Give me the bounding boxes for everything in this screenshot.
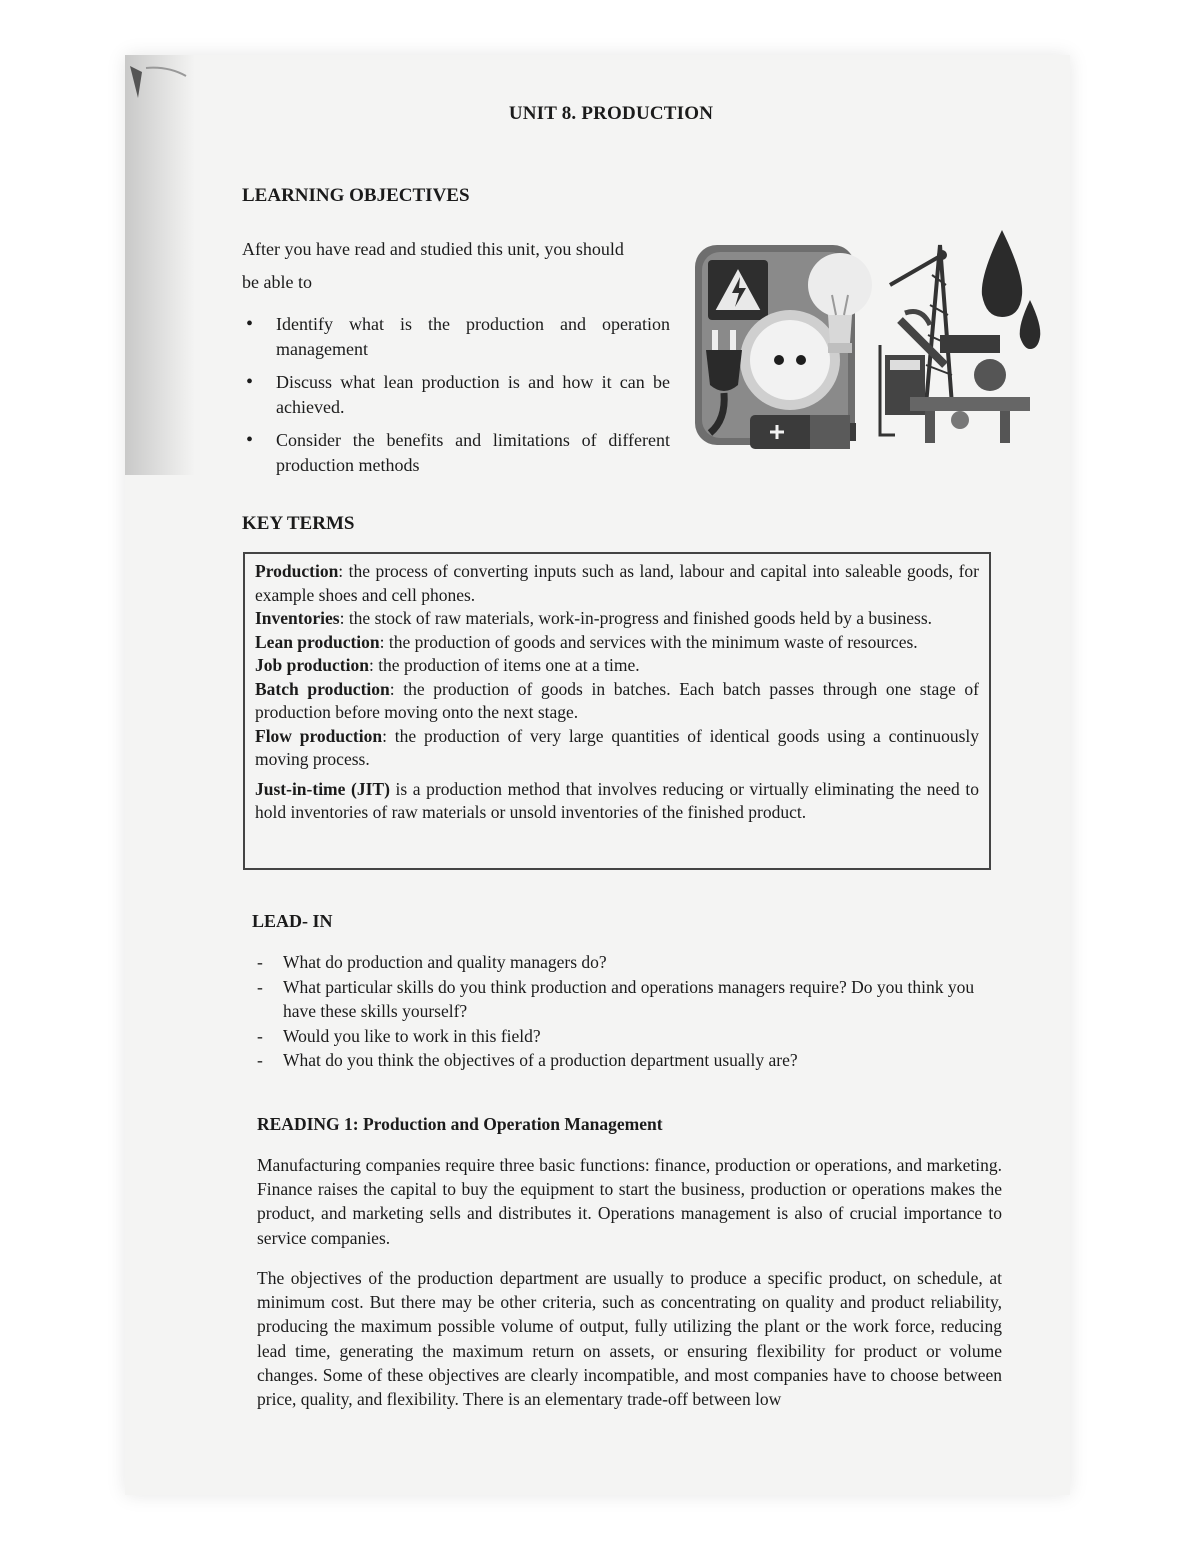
oil-pump-icon xyxy=(880,312,1030,444)
objective-item: • Discuss what lean production is and how it can be achieved. xyxy=(242,370,670,420)
key-term-definition: : the stock of raw materials, work-in-progress and finished goods held by a business. xyxy=(339,608,933,628)
industry-illustration xyxy=(690,225,1050,455)
key-term-item xyxy=(255,678,979,725)
lead-in-question: - What do production and quality managers do? xyxy=(255,950,995,975)
key-term: Batch production xyxy=(255,678,390,699)
key-term-item xyxy=(255,560,979,607)
reading-paragraph: Manufacturing companies require three basic functions: finance, production or operations, and marketing. Finance raises the capital to buy the equipment to start the business, production or operations makes the product, and marketing sells and distributes it. Operations management is also of crucial importance to service companies. xyxy=(257,1155,1002,1248)
key-terms-heading: KEY TERMS xyxy=(242,513,355,534)
unit-title: UNIT 8. PRODUCTION xyxy=(508,103,714,124)
key-term-definition: : the production of very large quantities of identical goods using a continuously moving process. xyxy=(255,725,979,769)
key-term-definition: : the process of converting inputs such as land, labour and capital into saleable goods, for example shoes and cell phones. xyxy=(255,561,979,605)
key-term: Just-in-time (JIT) xyxy=(255,778,390,799)
key-term-item xyxy=(255,631,979,655)
lead-in-question: - What do you think the objectives of a production department usually are? xyxy=(255,1048,995,1073)
objective-item: • Identify what is the production and operation management xyxy=(242,312,670,362)
key-term-item xyxy=(255,725,979,772)
lead-in-heading: LEAD- IN xyxy=(252,911,333,931)
key-term: Production xyxy=(255,561,339,581)
folded-corner-icon xyxy=(128,62,190,102)
reading-paragraph: The objectives of the production department are usually to produce a specific product, on schedule, at minimum cost. But there may be other criteria, such as concentrating on quality and product reliability, producing the maximum possible volume of output, fully utilizing the plant or the work force, reducing lead time, generating the maximum return on assets, or ensuring flexibility for product or volume changes. Some of these objectives are clearly incompatible, and most companies have to choose between price, quality, and flexibility. There is an elementary trade-off between low xyxy=(257,1268,1002,1410)
warning-sign-icon xyxy=(708,260,768,320)
key-term: Inventories xyxy=(255,608,340,628)
key-term-definition: : the production of items one at a time. xyxy=(368,655,640,675)
oil-drop-icon xyxy=(982,230,1040,349)
key-term-definition: : the production of goods in batches. Each batch passes through one stage of production before moving onto the next stage. xyxy=(255,678,979,722)
key-terms-box xyxy=(243,552,991,870)
socket-icon xyxy=(740,310,840,410)
lead-in-question: - Would you like to work in this field? xyxy=(255,1024,995,1049)
learning-objectives-heading: LEARNING OBJECTIVES xyxy=(242,185,470,206)
reading-title: READING 1: Production and Operation Management xyxy=(257,1114,663,1134)
objectives-intro-line2: be able to xyxy=(242,272,312,292)
key-term: Lean production xyxy=(255,631,380,652)
objective-item: • Consider the benefits and limitations of different production methods xyxy=(242,428,670,478)
key-term-item xyxy=(255,654,979,678)
objectives-intro-line1: After you have read and studied this unit, you should xyxy=(242,239,624,259)
key-term-item xyxy=(255,607,979,631)
key-term-definition: is a production method that involves reducing or virtually eliminating the need to hold inventories of raw materials or unsold inventories of the finished product. xyxy=(255,778,979,822)
key-term-definition: : the production of goods and services with the minimum waste of resources. xyxy=(379,631,918,652)
lead-in-question: - What particular skills do you think production and operations managers require? Do you think you have these skills yourself? xyxy=(255,975,995,1024)
key-term-item xyxy=(255,778,979,825)
lead-in-questions xyxy=(255,950,995,1073)
objectives-list xyxy=(242,312,670,486)
battery-icon xyxy=(750,415,856,449)
key-term: Flow production xyxy=(255,725,383,746)
key-term: Job production xyxy=(255,655,369,675)
